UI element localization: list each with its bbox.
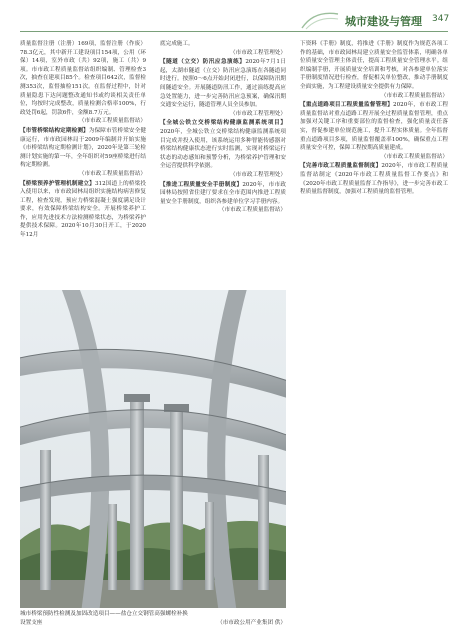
header-divider <box>20 31 448 32</box>
section-title: 【重点道路项目工程质量监督管理】 <box>300 102 394 109</box>
section-text: 312国道上的桥梁投入使用以来，市市政园林局组织实施结构病害修复工程，检查发现，预应力桥梁混凝土强度满足设计要求，有效保障桥梁结构安全。开展桥梁养护工作，应用先进技术方法检测桥梁状态，为桥梁养护提供技术保障。2020年10月30日开工，于2020年12月 <box>20 180 146 239</box>
paragraph <box>160 181 286 207</box>
paragraph <box>160 119 286 171</box>
section-title: 【全城公铁立交桥梁结构健康监测系统项目】 <box>160 120 286 127</box>
section-title: 【桥梁预养护管理机制建立】 <box>20 180 95 187</box>
source-note: （市市政工程质量监督站） <box>380 92 448 99</box>
source-note: （市市政工程质量监督站） <box>218 207 286 214</box>
page-number: 347 <box>432 14 450 24</box>
section-title: 【市管桥梁结构定期检测】 <box>20 127 89 134</box>
text-column-3 <box>300 40 448 630</box>
caption-line-1: 城市桥梁预防性检测及加固改造项目——盐仓立交钢管高强螺栓补换 <box>20 611 188 617</box>
caption-line-2 <box>20 619 286 628</box>
caption-credit: （市市政公用产业集团 供） <box>217 619 286 626</box>
section-text: 2020年7月1日起，太湖市隧道（立交）防汛应急演练在各隧道同时进行。按照0～6点开始封闭进行，以保障防汛期间隧道安全。开展隧道防汛工作，通过演练提高应急处置能力，进一步完善防汛应急预案，确保汛期交通安全运行，隧道管理人员全员参加。 <box>160 59 286 109</box>
section-text: 为保障市管桥梁安全健康运行，市市政园林局于2009年编制并开始实施《市桥梁结构定期检测计划》，2020年是第三轮检测计划实施的第一年，全年组织对59座桥梁进行结构定期检测。 <box>20 127 146 169</box>
section-title: 【推进工程质量安全手册制度】 <box>160 181 243 188</box>
paragraph <box>160 58 286 110</box>
paragraph <box>20 127 146 170</box>
bridge-photo <box>20 290 286 608</box>
source-note: （市市政工程管理处） <box>230 49 286 56</box>
source-note: （市市政工程管理处） <box>230 110 286 117</box>
header-decoration-icon <box>300 8 340 30</box>
paragraph <box>300 101 448 153</box>
interchange-illustration <box>20 290 286 608</box>
paragraph: 下资料《手册》制度，将推进《手册》制度作为规范各项工作的基础，市市政园林局建立质量安全监管体系，明确各单位质量安全管理主体责任，提高工程质量安全管理水平。组织编制手册，开展质量安全培训和考核，对各参建单位落实手册制度情况进行检查，督促相关单位整改，推动手册制度全面实施，为工程建设质量安全提供有力保障。 <box>300 41 448 90</box>
source-note: （市市政工程质量监督站） <box>78 118 146 125</box>
text-column-2 <box>160 40 286 288</box>
section-text: 2020年，市市政工程质量监督站制定《2020年市政工程质量监督工作要点》和《2020年市政工程质量监督工作指导》，进一步完善市政工程质量监督制度，加强对工程质量的监督管理。 <box>300 163 448 196</box>
section-text: 2020年，全城公铁立交桥梁结构健康监测系统项目完成并投入使用，该系统运用多种智能传感器对桥梁结构健康状态进行实时监测，实现对桥梁运行状态的动态感知和预警分析，为桥梁养护管理和安全运营提供科学依据。 <box>160 128 286 170</box>
paragraph: 质量监督注册（注册）169项，监督注册（作废）78.3亿元，其中新开工建设项目154项，公用（环保）14项，室外市政（共）92项，施工（共）9项。市市政工程质量监督站组织编制、管理检查3次，抽查在建项目85个。检查项目642次，监督检测353次，监督抽检151次。在监督过程中，针对质量隐患下达问题整改通知书或约谈相关责任单位，均按时完成整改，质量检测合格率100%，行政处罚6起，罚款6件，金额8.7万元。 <box>20 41 146 116</box>
running-header-title: 城市建设与管理 <box>345 15 422 28</box>
photo-caption <box>20 610 286 627</box>
source-note: （市市政工程管理处） <box>230 171 286 178</box>
section-title: 【完善市政工程质量监督制度】 <box>300 163 382 170</box>
source-note: （市市政工程质量监督站） <box>380 153 448 160</box>
paragraph: 底完成施工。 <box>160 41 194 47</box>
paragraph <box>300 162 448 196</box>
section-title: 【隧道（立交）防汛应急演练】 <box>160 59 246 66</box>
section-text: 2020年，市市政园林局按照省住建厅要求在全市范围内推进工程质量安全手册制度，组织各参建单位学习手册内容。 <box>160 181 286 205</box>
source-note: （市市政工程质量监督站） <box>78 170 146 177</box>
text-column-1 <box>20 40 146 288</box>
section-text: 2020年，市市政工程质量监督站对重点道路工程开展全过程质量监督管理，重点加强对关键工序和重要部位的监督检查，强化质量责任落实，督促参建单位规范施工，提升工程实体质量。全年监督重点道路项目多项，质量监督覆盖率100%，确保重点工程质量安全可控，保障工程按期高质量建成。 <box>300 102 448 152</box>
paragraph <box>20 180 146 240</box>
caption-text: 设置支座 <box>20 619 43 626</box>
